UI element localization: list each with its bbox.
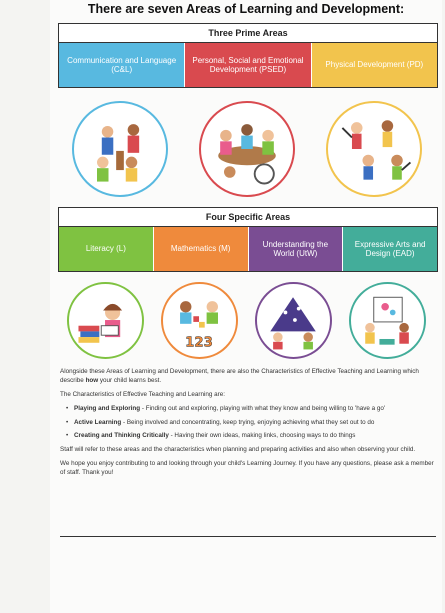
mathematics-illustration xyxy=(161,282,238,359)
physical-illustration xyxy=(326,101,422,197)
prime-area-psed: Personal, Social and Emotional Development (PSED) xyxy=(184,43,310,87)
bottom-divider xyxy=(60,536,436,537)
specific-areas-section xyxy=(58,207,438,272)
prime-area-communication: Communication and Language (C&L) xyxy=(59,43,184,87)
literacy-illustration xyxy=(67,282,144,359)
prime-areas-section xyxy=(58,23,438,88)
specific-area-expressive-arts: Expressive Arts and Design (EAD) xyxy=(342,227,437,271)
list-item: • Playing and Exploring - Finding out and exploring, playing with what they know and being willing to 'have a go' xyxy=(74,404,438,413)
communication-illustration xyxy=(72,101,168,197)
list-item: • Creating and Thinking Critically - Having their own ideas, making links, choosing ways to do things xyxy=(74,431,438,440)
specific-area-understanding-world: Understanding the World (UtW) xyxy=(248,227,343,271)
body-text xyxy=(60,367,438,482)
list-item: • Active Learning - Being involved and concentrating, keep trying, enjoying achieving what they set out to do xyxy=(74,418,438,427)
specific-area-literacy: Literacy (L) xyxy=(59,227,153,271)
cetl-heading: The Characteristics of Effective Teaching and Learning are: xyxy=(60,391,225,399)
page-title: There are seven Areas of Learning and Development: xyxy=(87,2,405,16)
expressive-arts-illustration xyxy=(349,282,426,359)
understanding-world-illustration xyxy=(255,282,332,359)
prime-areas-heading: Three Prime Areas xyxy=(59,24,437,43)
psed-illustration xyxy=(199,101,295,197)
intro-paragraph: Alongside these Areas of Learning and Development, there are also the Characteristics of Effective Teaching and Learning which describe how your child learns best. xyxy=(60,368,419,385)
prime-area-physical: Physical Development (PD) xyxy=(311,43,437,87)
staff-paragraph: Staff will refer to these areas and the characteristics when planning and preparing activities and also when observing your child. xyxy=(60,445,416,453)
cetl-list xyxy=(60,404,438,439)
closing-paragraph: We hope you enjoy contributing to and looking through your child's Learning Journey. If you have any questions, please ask a member of staff. Thank you! xyxy=(60,459,434,476)
specific-area-mathematics: Mathematics (M) xyxy=(153,227,248,271)
numbers-123-art: 123 xyxy=(185,335,213,351)
page xyxy=(50,0,442,613)
specific-areas-heading: Four Specific Areas xyxy=(59,208,437,227)
